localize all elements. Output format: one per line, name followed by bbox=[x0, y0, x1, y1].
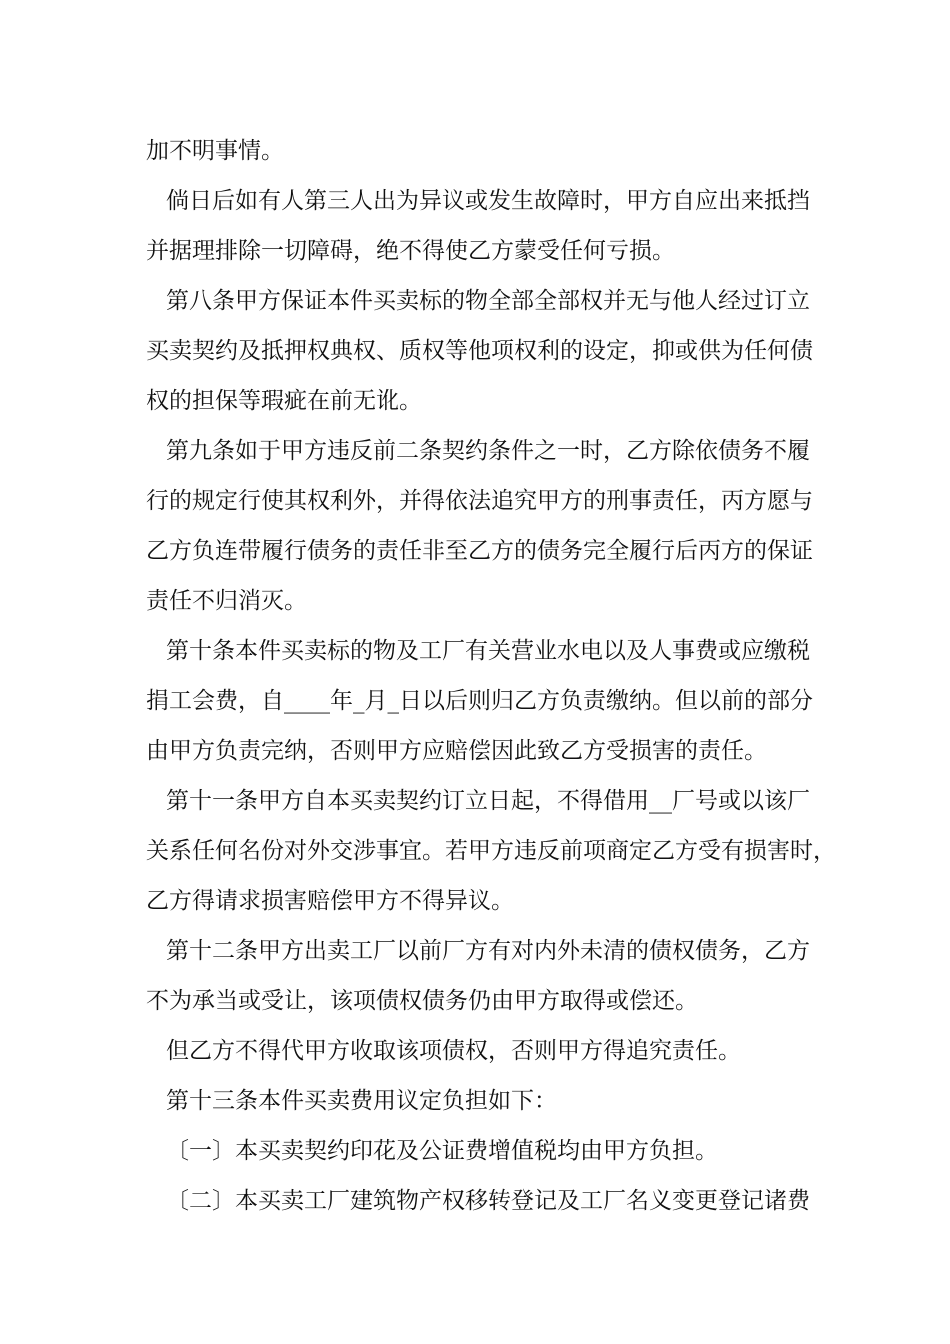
text-line: 不为承当或受让，该项债权债务仍由甲方取得或偿还。 bbox=[146, 988, 698, 1014]
text-line: 并据理排除一切障碍，绝不得使乙方蒙受任何亏损。 bbox=[146, 238, 675, 264]
text-line: 第十一条甲方自本买卖契约订立日起，不得借用__厂号或以该厂 bbox=[166, 788, 810, 814]
text-line: 捐工会费，自____年_月_日以后则归乙方负责缴纳。但以前的部分 bbox=[146, 688, 813, 714]
text-line: 乙方负连带履行债务的责任非至乙方的债务完全履行后丙方的保证 bbox=[146, 538, 813, 564]
text-line: 第八条甲方保证本件买卖标的物全部全部权并无与他人经过订立 bbox=[166, 288, 810, 314]
text-line: 加不明事情。 bbox=[146, 138, 284, 164]
text-line: 倘日后如有人第三人出为异议或发生故障时，甲方自应出来抵挡 bbox=[166, 188, 810, 214]
text-line: 第十条本件买卖标的物及工厂有关营业水电以及人事费或应缴税 bbox=[166, 638, 810, 664]
text-line: 第十三条本件买卖费用议定负担如下： bbox=[166, 1088, 557, 1114]
text-line: 〔一〕本买卖契约印花及公证费增值税均由甲方负担。 bbox=[166, 1138, 718, 1164]
text-line: 关系任何名份对外交涉事宜。若甲方违反前项商定乙方受有损害时， bbox=[146, 838, 836, 864]
text-line: 权的担保等瑕疵在前无讹。 bbox=[146, 388, 422, 414]
text-line: 行的规定行使其权利外，并得依法追究甲方的刑事责任，丙方愿与 bbox=[146, 488, 813, 514]
text-line: 由甲方负责完纳，否则甲方应赔偿因此致乙方受损害的责任。 bbox=[146, 738, 767, 764]
text-line: 〔二〕本买卖工厂建筑物产权移转登记及工厂名义变更登记诸费 bbox=[166, 1188, 810, 1214]
text-line: 第九条如于甲方违反前二条契约条件之一时，乙方除依债务不履 bbox=[166, 438, 810, 464]
text-line: 买卖契约及抵押权典权、质权等他项权利的设定，抑或供为任何债 bbox=[146, 338, 813, 364]
text-line: 第十二条甲方出卖工厂以前厂方有对内外未清的债权债务，乙方 bbox=[166, 938, 810, 964]
text-line: 责任不归消灭。 bbox=[146, 588, 307, 614]
text-line: 乙方得请求损害赔偿甲方不得异议。 bbox=[146, 888, 514, 914]
text-line: 但乙方不得代甲方收取该项债权，否则甲方得追究责任。 bbox=[166, 1038, 741, 1064]
